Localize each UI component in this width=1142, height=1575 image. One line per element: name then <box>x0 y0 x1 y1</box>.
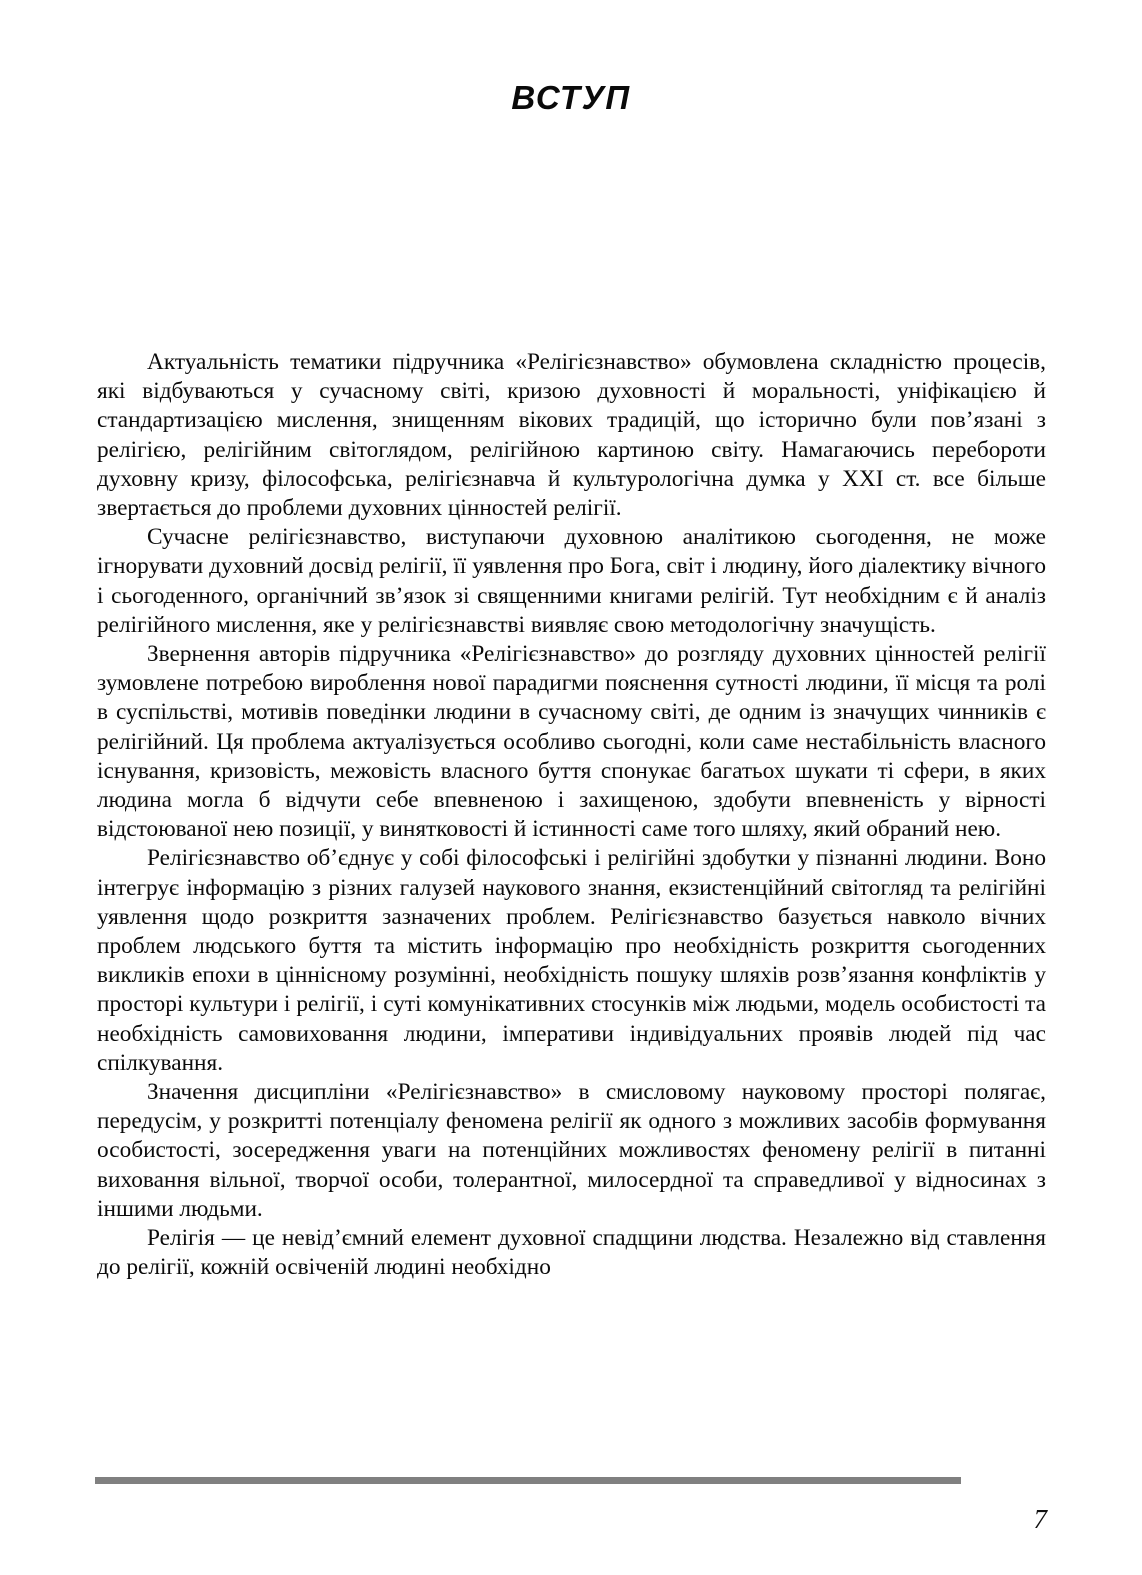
page-number: 7 <box>1033 1504 1047 1534</box>
body-text-block <box>97 348 1046 1283</box>
page-title: ВСТУП <box>511 79 631 117</box>
paragraph: Сучасне релігієзнавство, виступаючи духовною аналітикою сьогодення, не може ігнорувати духовний досвід релігії, її уявлення про Бога, світ і людину, його діалектику вічного і сьогоденного, органічний зв’язок зі священними книгами релігій. Тут необхідним є й аналіз релігійного мислення, яке у релігієзнавстві виявляє свою методологічну значущість. <box>97 524 1046 638</box>
paragraph: Релігієзнавство об’єднує у собі філософські і релігійні здобутки у пізнанні людини. Воно інтегрує інформацію з різних галузей наукового знання, екзистенційний світогляд та релігійні уявлення щодо розкриття зазначених проблем. Релігієзнавство базується навколо вічних проблем людського буття та містить інформацію про необхідність розкриття сьогоденних викликів епохи в ціннісному розумінні, необхідність пошуку шляхів розв’язання конфліктів у просторі культури і релігії, і суті комунікативних стосунків між людьми, модель особистості та необхідність самовиховання людини, імперативи індивідуальних проявів людей під час спілкування. <box>97 845 1046 1076</box>
paragraph: Релігія — це невід’ємний елемент духовної спадщини людства. Незалежно від ставлення до релігії, кожній освіченій людині необхідно <box>97 1225 1046 1281</box>
paragraph: Актуальність тематики підручника «Релігієзнавство» обумовлена складністю процесів, які відбуваються у сучасному світі, кризою духовності й моральності, уніфікацією й стандартизацією мислення, знищенням вікових традицій, що історично були пов’язані з релігією, релігійним світоглядом, релігійною картиною світу. Намагаючись перебороти духовну кризу, філософська, релігієзнавча й культурологічна думка у XXI ст. все більше звертається до проблеми духовних цінностей релігії. <box>97 349 1046 522</box>
footer-divider <box>95 1477 961 1484</box>
paragraph: Значення дисципліни «Релігієзнавство» в смисловому науковому просторі полягає, передусім, у розкритті потенціалу феномена релігії як одного з можливих засобів формування особистості, зосередження уваги на потенційних можливостях феномену релігії в питанні виховання вільної, творчої особи, толерантної, милосердної та справедливої у відносинах з іншими людьми. <box>97 1079 1046 1222</box>
paragraph: Звернення авторів підручника «Релігієзнавство» до розгляду духовних цінностей релігії зумовлене потребою вироблення нової парадигми пояснення сутності людини, її місця та ролі в суспільстві, мотивів поведінки людини в сучасному світі, де одним із значущих чинників є релігійний. Ця проблема актуалізується особливо сьогодні, коли саме нестабільність власного існування, кризовість, межовість власного буття спонукає багатьох шукати ті сфери, в яких людина могла б відчути себе впевненою і захищеною, здобути впевненість у вірності відстоюваної нею позиції, у винятковості й істинності саме того шляху, який обраний нею. <box>97 641 1046 843</box>
